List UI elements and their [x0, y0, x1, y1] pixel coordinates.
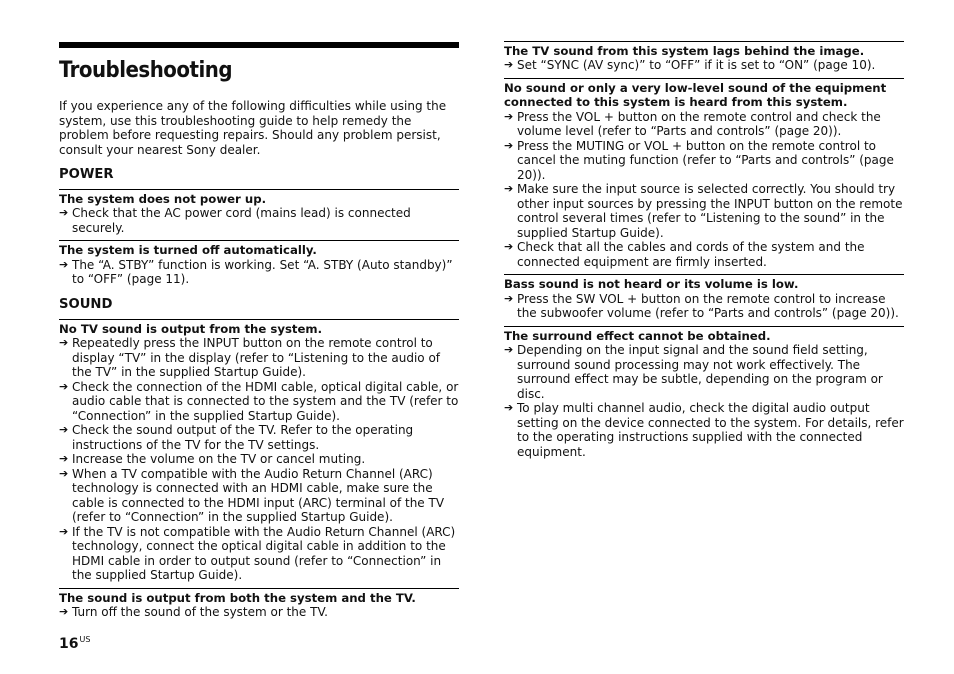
arrow-icon: ➔ [59, 524, 69, 538]
issue-block [59, 189, 459, 235]
right-column [504, 36, 904, 459]
arrow-icon: ➔ [59, 466, 69, 480]
issue-question: No sound or only a very low-level sound of the equipment connected to this system is heard from this system. [504, 78, 904, 110]
left-column [59, 42, 459, 620]
issue-question: The TV sound from this system lags behind the image. [504, 41, 904, 58]
issue-question: Bass sound is not heard or its volume is low. [504, 274, 904, 291]
issue-question: The sound is output from both the system and the TV. [59, 588, 459, 605]
issue-block [504, 274, 904, 320]
arrow-icon: ➔ [504, 401, 514, 415]
solution-item: ➔ Repeatedly press the INPUT button on the remote control to display “TV” in the display (refer to “Listening to the audio of the TV” in the supplied Startup Guide). [59, 336, 441, 380]
issue-block [59, 319, 459, 583]
page-number: $16^{US}$ [59, 635, 91, 652]
arrow-icon: ➔ [59, 379, 69, 393]
issue-question: No TV sound is output from the system. [59, 319, 459, 336]
section-heading-power: POWER [59, 167, 114, 182]
title-rule [59, 42, 459, 48]
solution-item: ➔ Turn off the sound of the system or the TV. [59, 605, 328, 620]
solution-item: ➔ Depending on the input signal and the sound field setting, surround sound processing may not work effectively. The surround effect may be subtle, depending on the program or disc. [504, 343, 883, 401]
issue-block [59, 588, 459, 620]
arrow-icon: ➔ [59, 452, 69, 466]
arrow-icon: ➔ [59, 605, 69, 619]
solution-item: ➔ Check that the AC power cord (mains lead) is connected securely. [59, 206, 411, 235]
issue-question: The system does not power up. [59, 189, 459, 206]
arrow-icon: ➔ [504, 182, 514, 196]
arrow-icon: ➔ [59, 336, 69, 350]
page-title: Troubleshooting [59, 58, 233, 83]
solution-item: ➔ Check the sound output of the TV. Refer to the operating instructions of the TV for the TV settings. [59, 423, 414, 452]
solution-item: ➔ Increase the volume on the TV or cancel muting. [59, 452, 366, 467]
arrow-icon: ➔ [504, 109, 514, 123]
solution-item: ➔ If the TV is not compatible with the Audio Return Channel (ARC) technology, connect the optical digital cable in addition to the HDMI cable in order to output sound (refer to “Connection” in the supplied Startup Guide). [59, 524, 456, 583]
issue-block [59, 240, 459, 286]
arrow-icon: ➔ [59, 257, 69, 271]
issue-question: The system is turned off automatically. [59, 240, 459, 257]
solution-item: ➔ Press the MUTING or VOL + button on the remote control to cancel the muting function (refer to “Parts and controls” (page 20)). [504, 138, 894, 182]
issue-question: The surround effect cannot be obtained. [504, 326, 904, 343]
arrow-icon: ➔ [504, 58, 514, 72]
intro-paragraph: If you experience any of the following difficulties while using the system, use this troubleshooting guide to help remedy the problem before requesting repairs. Should any problem persist, consult your nearest Sony dealer. [59, 99, 447, 157]
solution-item: ➔ Set “SYNC (AV sync)” to “OFF” if it is set to “ON” (page 10). [504, 58, 876, 73]
solution-item: ➔ Check that all the cables and cords of the system and the connected equipment are firmly inserted. [504, 240, 865, 269]
solution-item: ➔ Press the SW VOL + button on the remote control to increase the subwoofer volume (refer to “Parts and controls” (page 20)). [504, 291, 899, 321]
section-heading-sound: SOUND [59, 296, 113, 312]
solution-item: ➔ When a TV compatible with the Audio Return Channel (ARC) technology is connected with an HDMI cable, make sure the cable is connected to the HDMI input (ARC) terminal of the TV (refer to “Connection” in the supplied Startup Guide). [59, 466, 445, 525]
arrow-icon: ➔ [59, 206, 69, 220]
solution-item: ➔ Check the connection of the HDMI cable, optical digital cable, or audio cable that is connected to the system and the TV (refer to “Connection” in the supplied Startup Guide). [59, 379, 459, 423]
arrow-icon: ➔ [504, 291, 514, 305]
page-region-suffix: US [79, 635, 91, 644]
issue-block [504, 41, 904, 73]
solution-item: ➔ Press the VOL + button on the remote control and check the volume level (refer to “Parts and controls” (page 20)). [504, 109, 881, 139]
arrow-icon: ➔ [504, 343, 514, 357]
solution-item: ➔ To play multi channel audio, check the digital audio output setting on the device connected to the system. For details, refer to the operating instructions supplied with the connected equipment. [504, 401, 904, 459]
arrow-icon: ➔ [504, 240, 514, 254]
arrow-icon: ➔ [504, 138, 514, 152]
solution-item: ➔ The “A. STBY” function is working. Set “A. STBY (Auto standby)” to “OFF” (page 11). [59, 257, 453, 287]
issue-block [504, 78, 904, 269]
issue-block [504, 326, 904, 459]
solution-item: ➔ Make sure the input source is selected correctly. You should try other input sources by pressing the INPUT button on the remote control several times (refer to “Listening to the sound” in the supplied Startup Guide). [504, 182, 903, 240]
arrow-icon: ➔ [59, 423, 69, 437]
